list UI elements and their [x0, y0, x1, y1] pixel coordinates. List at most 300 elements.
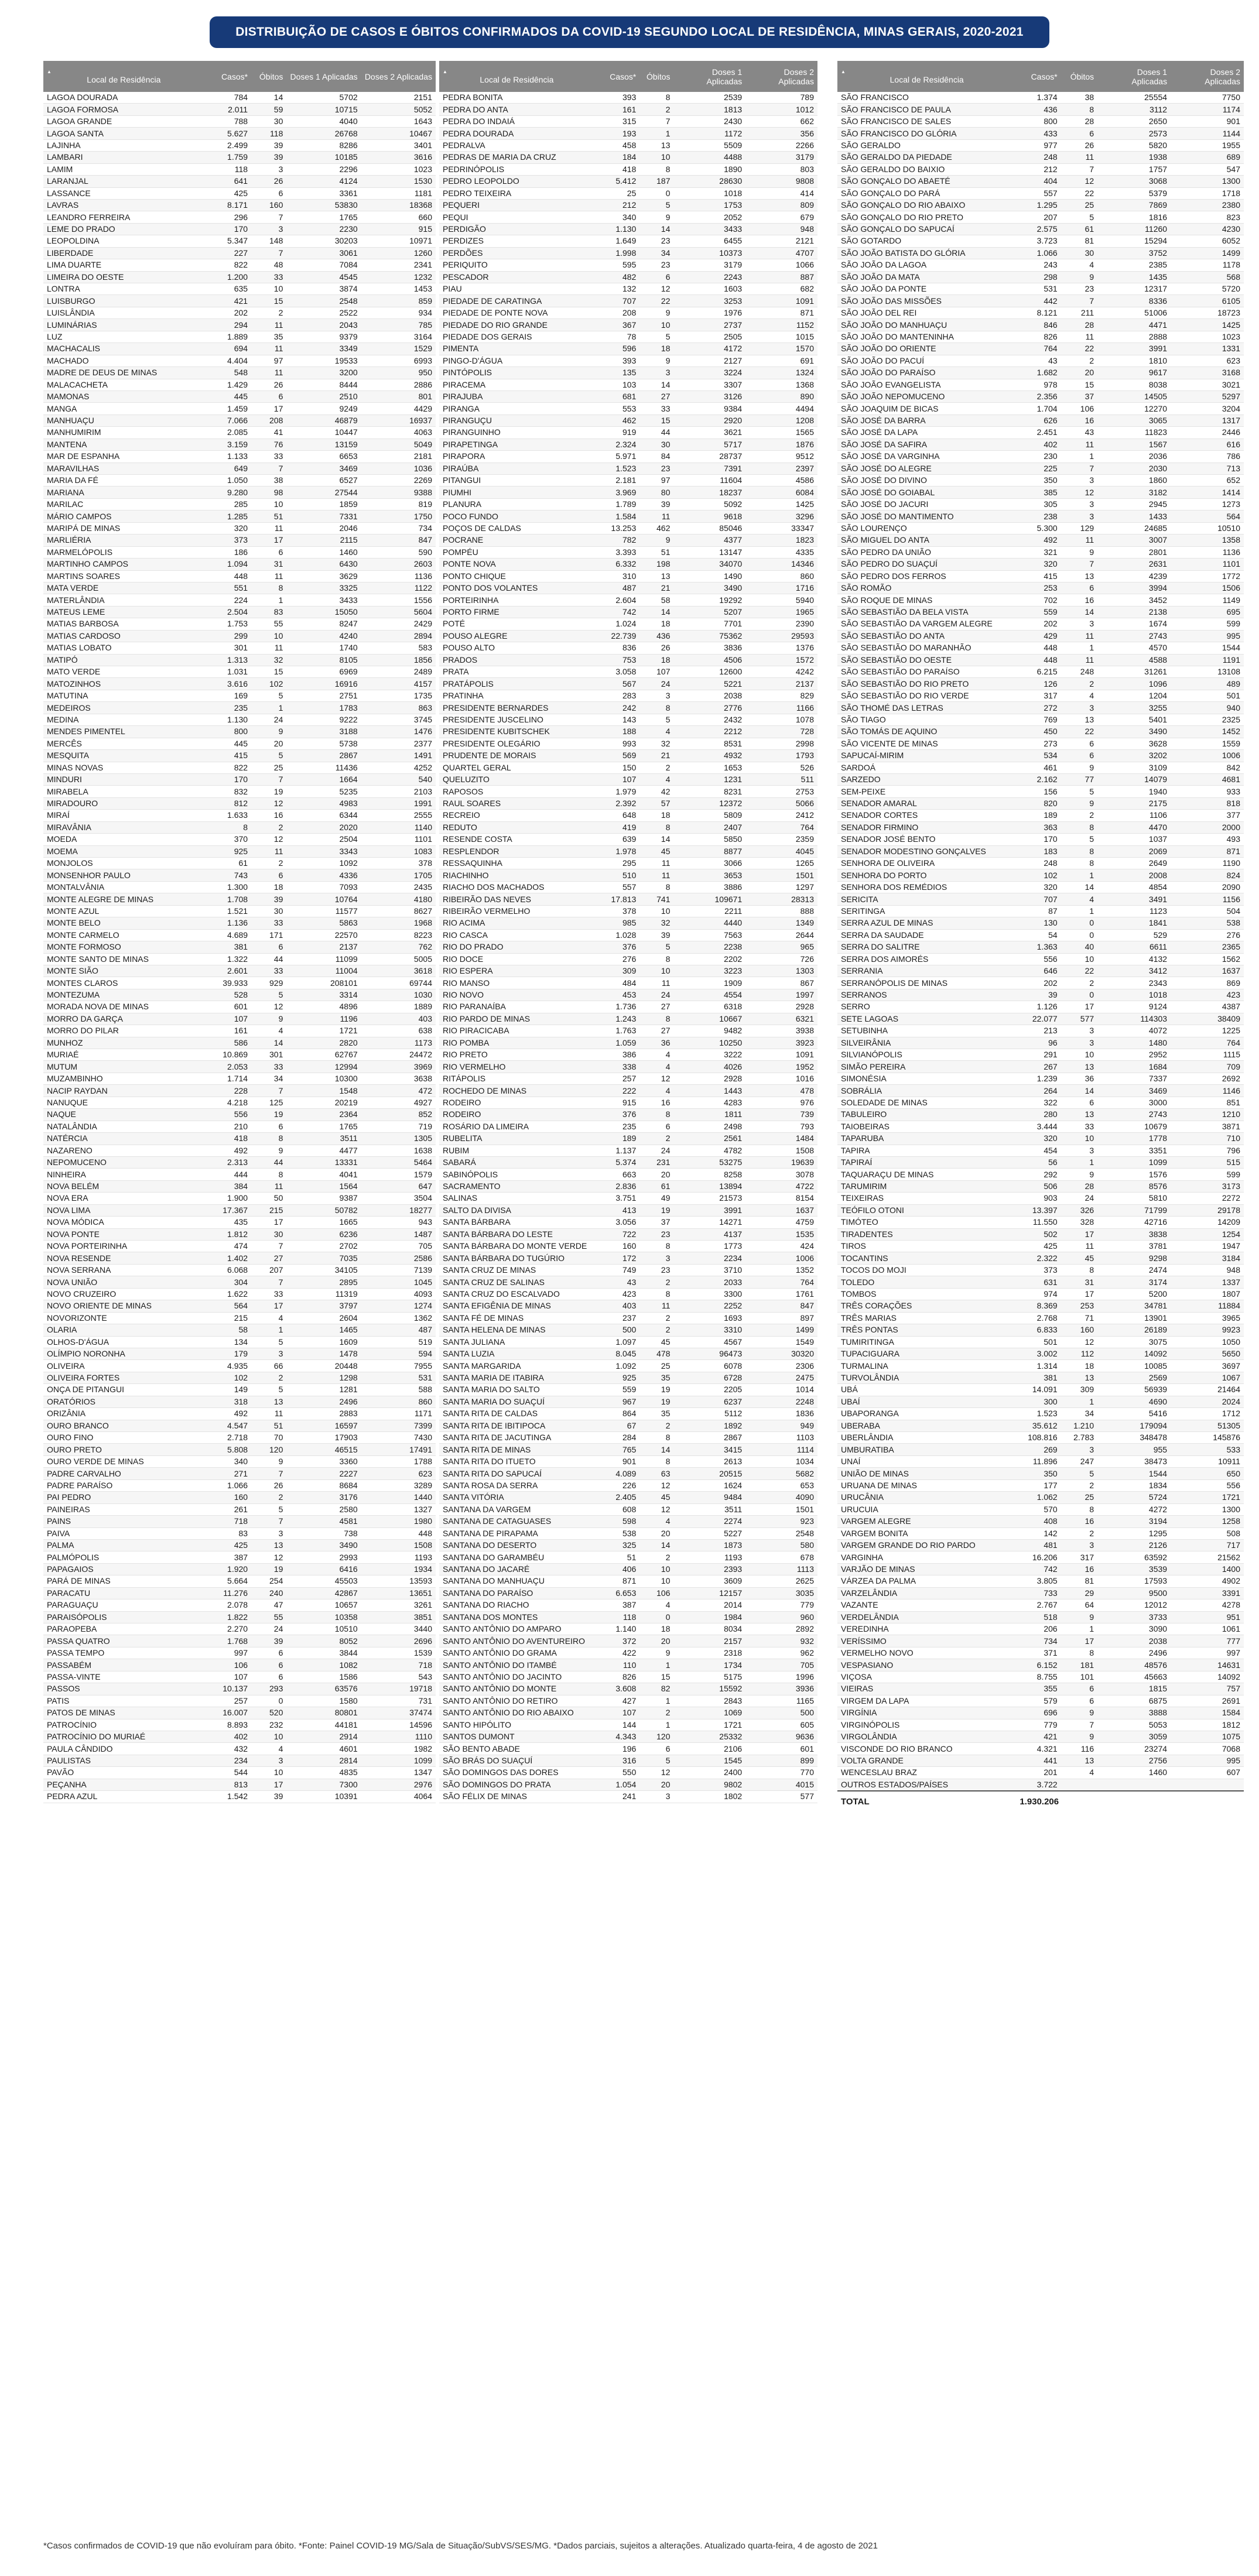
- cell-doses1: 5175: [674, 1671, 746, 1683]
- table-row: [837, 1156, 1244, 1168]
- cell-doses1: 2539: [674, 92, 746, 104]
- cell-casos: 5.627: [204, 128, 251, 139]
- table-row: [439, 570, 817, 582]
- table-row: [43, 271, 436, 283]
- header-label: Local de Residência: [87, 74, 161, 84]
- cell-casos: 299: [204, 630, 251, 642]
- cell-casos: 502: [1016, 1228, 1060, 1240]
- table-row: [837, 821, 1244, 833]
- cell-casos: 3.444: [1016, 1121, 1060, 1132]
- cell-casos: 2.322: [1016, 1252, 1060, 1264]
- cell-doses2: 1735: [361, 690, 436, 701]
- cell-casos: 421: [1016, 1731, 1060, 1742]
- table-row: [439, 1360, 817, 1372]
- header-local[interactable]: [43, 61, 204, 92]
- cell-obitos: 4: [639, 1599, 673, 1611]
- cell-casos: 316: [594, 1755, 640, 1766]
- cell-doses2: 1136: [361, 570, 436, 582]
- cell-casos: 272: [1016, 702, 1060, 714]
- cell-obitos: 37: [1061, 390, 1097, 402]
- municipality-name: RIO NOVO: [439, 989, 594, 1001]
- municipality-name: PARACATU: [43, 1587, 204, 1599]
- sort-up-icon[interactable]: ▲: [47, 68, 52, 74]
- table-row: [837, 295, 1244, 307]
- header-obitos[interactable]: [251, 61, 286, 92]
- cell-doses1: 3415: [674, 1444, 746, 1455]
- cell-obitos: 32: [251, 654, 286, 666]
- table-row: [43, 1156, 436, 1168]
- municipality-name: SANTA RITA DE CALDAS: [439, 1408, 594, 1420]
- municipality-name: OLARIA: [43, 1324, 204, 1336]
- cell-casos: 378: [594, 905, 640, 917]
- cell-obitos: 4: [1061, 893, 1097, 905]
- cell-doses1: 1018: [674, 187, 746, 199]
- cell-obitos: 3: [1061, 1444, 1097, 1455]
- cell-doses2: 915: [361, 223, 436, 235]
- cell-doses1: 2020: [286, 821, 361, 833]
- cell-doses1: 1460: [286, 546, 361, 558]
- municipality-name: OLIVEIRA FORTES: [43, 1372, 204, 1383]
- cell-obitos: 2: [639, 1707, 673, 1719]
- table-row: [837, 797, 1244, 809]
- table-row: [43, 522, 436, 534]
- cell-doses1: 14271: [674, 1217, 746, 1228]
- municipality-name: SANTA MARIA DE ITABIRA: [439, 1372, 594, 1383]
- municipality-name: SENHORA DE OLIVEIRA: [837, 858, 1016, 869]
- cell-obitos: 20: [251, 738, 286, 749]
- table-row: [837, 1516, 1244, 1527]
- cell-doses1: 3007: [1097, 535, 1171, 546]
- cell-obitos: 59: [251, 104, 286, 115]
- cell-doses1: 1665: [286, 1217, 361, 1228]
- cell-doses2: 356: [745, 128, 817, 139]
- cell-casos: 974: [1016, 1288, 1060, 1300]
- municipality-name: POUSO ALTO: [439, 642, 594, 654]
- cell-obitos: 120: [251, 1444, 286, 1455]
- municipality-name: VARGEM GRANDE DO RIO PARDO: [837, 1539, 1016, 1551]
- table-row: [43, 1611, 436, 1623]
- municipality-name: PALMÓPOLIS: [43, 1551, 204, 1563]
- cell-doses2: 1549: [745, 1336, 817, 1348]
- cell-casos: 1.822: [204, 1611, 251, 1623]
- cell-obitos: 5: [251, 1503, 286, 1515]
- table-row: [43, 247, 436, 259]
- cell-obitos: 9: [251, 1455, 286, 1467]
- table-row: [43, 1468, 436, 1479]
- municipality-name: REDUTO: [439, 821, 594, 833]
- cell-doses1: 1193: [674, 1551, 746, 1563]
- cell-doses2: 965: [745, 941, 817, 953]
- cell-doses1: 1069: [674, 1707, 746, 1719]
- cell-casos: 222: [594, 1085, 640, 1097]
- municipality-name: SOBRÁLIA: [837, 1085, 1016, 1097]
- cell-obitos: 1: [1061, 869, 1097, 881]
- cell-casos: 425: [204, 187, 251, 199]
- municipality-name: PESCADOR: [439, 271, 594, 283]
- cell-doses1: 51006: [1097, 307, 1171, 318]
- table-row: [43, 666, 436, 678]
- cell-casos: 702: [1016, 594, 1060, 606]
- cell-doses1: 3176: [286, 1492, 361, 1503]
- cell-doses1: 529: [1097, 929, 1171, 941]
- cell-doses1: 1778: [1097, 1133, 1171, 1145]
- cell-doses2: 719: [361, 1121, 436, 1132]
- municipality-name: SANTA RITA DE JACUTINGA: [439, 1432, 594, 1444]
- cell-casos: 556: [204, 1109, 251, 1121]
- cell-doses1: 16916: [286, 678, 361, 690]
- cell-casos: 915: [594, 1097, 640, 1108]
- municipality-name: SÃO FRANCISCO DE PAULA: [837, 104, 1016, 115]
- cell-doses1: 1480: [1097, 1037, 1171, 1049]
- cell-casos: 2.767: [1016, 1599, 1060, 1611]
- cell-doses2: 3938: [745, 1025, 817, 1037]
- cell-doses2: 2272: [1171, 1193, 1244, 1204]
- cell-doses1: 3844: [286, 1647, 361, 1659]
- header-local[interactable]: [837, 61, 1016, 92]
- cell-obitos: 11: [639, 1300, 673, 1312]
- cell-obitos: 0: [1061, 929, 1097, 941]
- municipality-name: SANTANA DO JACARÉ: [439, 1563, 594, 1575]
- cell-obitos: 3: [639, 690, 673, 701]
- municipality-name: LAGOA DOURADA: [43, 92, 204, 104]
- cell-casos: 1.998: [594, 247, 640, 259]
- cell-obitos: 2: [1061, 810, 1097, 821]
- table-row: [439, 1204, 817, 1216]
- table-row: [439, 1539, 817, 1551]
- cell-casos: 202: [204, 307, 251, 318]
- cell-doses1: 9618: [674, 511, 746, 522]
- cell-obitos: 97: [251, 355, 286, 366]
- cell-doses2: 10971: [361, 235, 436, 247]
- header-casos[interactable]: [204, 61, 251, 92]
- cell-doses1: 5379: [1097, 187, 1171, 199]
- table-row: [43, 858, 436, 869]
- municipality-name: PASSA QUATRO: [43, 1635, 204, 1647]
- cell-doses1: 1976: [674, 307, 746, 318]
- cell-doses2: 1136: [1171, 546, 1244, 558]
- cell-doses1: 1544: [1097, 1468, 1171, 1479]
- cell-doses2: 779: [745, 1599, 817, 1611]
- table-row: [439, 834, 817, 845]
- municipality-name: PAINEIRAS: [43, 1503, 204, 1515]
- cell-casos: 248: [1016, 858, 1060, 869]
- municipality-name: OUTROS ESTADOS/PAÍSES: [837, 1779, 1016, 1791]
- header-casos[interactable]: [1016, 61, 1060, 92]
- cell-doses1: 2430: [674, 115, 746, 127]
- header-local[interactable]: [439, 61, 594, 92]
- header-obitos[interactable]: [1061, 61, 1097, 92]
- cell-doses1: 1811: [674, 1109, 746, 1121]
- total-empty-cell: [1061, 1791, 1097, 1811]
- municipality-name: TAPARUBA: [837, 1133, 1016, 1145]
- table-row: [43, 1444, 436, 1455]
- cell-doses2: 995: [1171, 1755, 1244, 1766]
- cell-doses2: 607: [1171, 1767, 1244, 1779]
- municipality-name: POCO FUNDO: [439, 511, 594, 522]
- cell-casos: 8.121: [1016, 307, 1060, 318]
- cell-obitos: 8: [639, 1288, 673, 1300]
- cell-obitos: 51: [251, 1420, 286, 1431]
- cell-obitos: 33: [251, 917, 286, 929]
- cell-casos: 1.059: [594, 1037, 640, 1049]
- table-row: [43, 1324, 436, 1336]
- municipality-name: SÃO DOMINGOS DAS DORES: [439, 1767, 594, 1779]
- cell-obitos: 3: [251, 1755, 286, 1766]
- municipality-name: PINTÓPOLIS: [439, 367, 594, 379]
- cell-obitos: 13: [1061, 1109, 1097, 1121]
- table-row: [439, 1731, 817, 1742]
- cell-obitos: 9: [639, 1647, 673, 1659]
- cell-casos: 257: [204, 1695, 251, 1707]
- cell-obitos: 1: [1061, 1156, 1097, 1168]
- cell-doses2: 949: [745, 1420, 817, 1431]
- cell-doses2: 5005: [361, 953, 436, 965]
- table-row: [837, 163, 1244, 175]
- municipality-name: PRESIDENTE BERNARDES: [439, 702, 594, 714]
- cell-casos: 301: [204, 642, 251, 654]
- header-doses2[interactable]: [745, 61, 817, 92]
- cell-doses2: 5604: [361, 606, 436, 618]
- cell-obitos: 13: [251, 1396, 286, 1407]
- table-row: [837, 666, 1244, 678]
- cell-doses2: 1300: [1171, 176, 1244, 187]
- cell-doses2: 1996: [745, 1671, 817, 1683]
- cell-obitos: 9: [1061, 1611, 1097, 1623]
- cell-obitos: 70: [251, 1432, 286, 1444]
- municipality-name: VIRGEM DA LAPA: [837, 1695, 1016, 1707]
- cell-doses1: 5416: [1097, 1408, 1171, 1420]
- table-row: [837, 259, 1244, 271]
- cell-obitos: 17: [1061, 1288, 1097, 1300]
- cell-casos: 87: [1016, 905, 1060, 917]
- table-row: [43, 594, 436, 606]
- cell-casos: 649: [204, 463, 251, 474]
- municipality-name: UBAÍ: [837, 1396, 1016, 1407]
- cell-obitos: 181: [1061, 1659, 1097, 1671]
- sort-up-icon[interactable]: ▲: [841, 68, 846, 74]
- cell-casos: 1.054: [594, 1779, 640, 1790]
- cell-casos: 4.547: [204, 1420, 251, 1431]
- cell-doses2: 1812: [1171, 1719, 1244, 1731]
- municipality-name: RUBELITA: [439, 1133, 594, 1145]
- cell-doses1: 2604: [286, 1312, 361, 1324]
- cell-doses1: 3991: [1097, 343, 1171, 355]
- cell-casos: 170: [1016, 834, 1060, 845]
- cell-doses2: 7955: [361, 1360, 436, 1372]
- cell-doses2: 1476: [361, 726, 436, 738]
- municipality-name: PAPAGAIOS: [43, 1563, 204, 1575]
- cell-obitos: 2: [639, 104, 673, 115]
- municipality-name: PATOS DE MINAS: [43, 1707, 204, 1719]
- cell-doses1: 2234: [674, 1252, 746, 1264]
- table-row: [439, 1432, 817, 1444]
- header-casos[interactable]: [594, 61, 640, 92]
- cell-doses1: 1435: [1097, 271, 1171, 283]
- municipality-name: LAGOA FORMOSA: [43, 104, 204, 115]
- municipality-name: SANTANA DO RIACHO: [439, 1599, 594, 1611]
- cell-doses2: 14596: [361, 1719, 436, 1731]
- cell-doses2: 3440: [361, 1623, 436, 1635]
- cell-obitos: 4: [639, 1049, 673, 1061]
- cell-doses1: 2227: [286, 1468, 361, 1479]
- cell-casos: 501: [1016, 1336, 1060, 1348]
- table-row: [837, 702, 1244, 714]
- cell-doses1: 1860: [1097, 475, 1171, 487]
- cell-obitos: 7: [639, 115, 673, 127]
- municipality-name: SÃO JOAQUIM DE BICAS: [837, 403, 1016, 415]
- cell-casos: 925: [594, 1372, 640, 1383]
- municipality-name: POUSO ALEGRE: [439, 630, 594, 642]
- sort-up-icon[interactable]: ▲: [443, 68, 447, 74]
- header-obitos[interactable]: [639, 61, 673, 92]
- header-label: Óbitos: [1070, 71, 1094, 81]
- cell-doses1: 1106: [1097, 810, 1171, 821]
- cell-obitos: 3: [1061, 498, 1097, 510]
- municipality-name: MOEDA: [43, 834, 204, 845]
- cell-doses1: 3255: [1097, 702, 1171, 714]
- cell-obitos: 2: [1061, 977, 1097, 989]
- cell-casos: 1.028: [594, 929, 640, 941]
- municipality-name: SANTA MARIA DO SUAÇUÍ: [439, 1396, 594, 1407]
- table-row: [837, 1539, 1244, 1551]
- cell-obitos: 81: [1061, 1575, 1097, 1587]
- cell-doses1: 10764: [286, 893, 361, 905]
- cell-doses1: 2296: [286, 163, 361, 175]
- cell-doses1: 6318: [674, 1001, 746, 1013]
- cell-doses1: 2945: [1097, 498, 1171, 510]
- municipality-name: SEM-PEIXE: [837, 786, 1016, 797]
- cell-doses2: 726: [745, 953, 817, 965]
- municipality-name: LUMINÁRIAS: [43, 319, 204, 331]
- cell-doses1: 3310: [674, 1324, 746, 1336]
- cell-casos: 474: [204, 1241, 251, 1252]
- cell-casos: 58: [204, 1324, 251, 1336]
- cell-doses2: 859: [361, 295, 436, 307]
- cell-casos: 227: [204, 247, 251, 259]
- municipality-name: MEDINA: [43, 714, 204, 725]
- municipality-name: PEDRO LEOPOLDO: [439, 176, 594, 187]
- cell-casos: 1.126: [1016, 1001, 1060, 1013]
- cell-obitos: 14: [1061, 881, 1097, 893]
- cell-doses2: 1274: [361, 1300, 436, 1312]
- cell-obitos: 28: [1061, 1180, 1097, 1192]
- municipality-name: PIEDADE DO RIO GRANDE: [439, 319, 594, 331]
- header-doses1[interactable]: [1097, 61, 1171, 92]
- cell-casos: 188: [594, 726, 640, 738]
- table-row: [439, 1180, 817, 1192]
- cell-casos: 340: [204, 1455, 251, 1467]
- cell-doses1: 2895: [286, 1276, 361, 1288]
- cell-obitos: 33: [251, 451, 286, 463]
- header-label: Doses 2 Aplicadas: [1205, 67, 1240, 86]
- cell-doses1: 5053: [1097, 1719, 1171, 1731]
- cell-obitos: 4: [1061, 259, 1097, 271]
- municipality-name: MARMELÓPOLIS: [43, 546, 204, 558]
- cell-doses1: 5092: [674, 498, 746, 510]
- cell-doses1: 22570: [286, 929, 361, 941]
- cell-obitos: 20: [639, 1169, 673, 1180]
- cell-casos: 2.181: [594, 475, 640, 487]
- cell-doses2: 3179: [745, 152, 817, 163]
- cell-doses2: 29178: [1171, 1204, 1244, 1216]
- header-doses2[interactable]: [1171, 61, 1244, 92]
- table-row: [43, 1791, 436, 1803]
- cell-doses1: 3223: [674, 965, 746, 977]
- cell-doses2: 2644: [745, 929, 817, 941]
- municipality-name: PERIQUITO: [439, 259, 594, 271]
- cell-doses1: 10447: [286, 427, 361, 439]
- cell-obitos: 28: [1061, 319, 1097, 331]
- cell-doses1: 2364: [286, 1109, 361, 1121]
- cell-doses1: 44181: [286, 1719, 361, 1731]
- table-row: [837, 1204, 1244, 1216]
- header-doses1[interactable]: [674, 61, 746, 92]
- cell-doses2: 9636: [745, 1731, 817, 1742]
- cell-obitos: 33: [251, 271, 286, 283]
- cell-doses1: 1721: [674, 1719, 746, 1731]
- cell-doses2: 1358: [1171, 535, 1244, 546]
- cell-doses1: 9222: [286, 714, 361, 725]
- cell-doses1: 2914: [286, 1731, 361, 1742]
- cell-doses2: 770: [745, 1767, 817, 1779]
- cell-obitos: 50: [251, 1193, 286, 1204]
- cell-doses1: 3112: [1097, 104, 1171, 115]
- municipality-name: MONTE AZUL: [43, 905, 204, 917]
- cell-doses2: 4278: [1171, 1599, 1244, 1611]
- cell-doses2: 1152: [745, 319, 817, 331]
- cell-doses2: 1091: [745, 295, 817, 307]
- data-table: [439, 61, 817, 1803]
- municipality-name: LEME DO PRADO: [43, 223, 204, 235]
- municipality-name: RIO ESPERA: [439, 965, 594, 977]
- municipality-name: VIRGOLÂNDIA: [837, 1731, 1016, 1742]
- cell-doses2: 899: [745, 1755, 817, 1766]
- cell-obitos: 12: [1061, 176, 1097, 187]
- cell-casos: 3.616: [204, 678, 251, 690]
- cell-obitos: 21: [639, 750, 673, 762]
- municipality-name: VESPASIANO: [837, 1659, 1016, 1671]
- cell-doses2: 1317: [1171, 415, 1244, 426]
- cell-casos: 102: [1016, 869, 1060, 881]
- municipality-name: SÃO BRÁS DO SUAÇUÍ: [439, 1755, 594, 1766]
- table-row: [439, 1025, 817, 1037]
- cell-casos: 903: [1016, 1193, 1060, 1204]
- municipality-name: UBERABA: [837, 1420, 1016, 1431]
- cell-doses2: 3401: [361, 139, 436, 151]
- cell-casos: 5.300: [1016, 522, 1060, 534]
- table-row: [439, 522, 817, 534]
- cell-obitos: 520: [251, 1707, 286, 1719]
- table-row: [837, 1492, 1244, 1503]
- table-row: [439, 319, 817, 331]
- cell-doses2: 1968: [361, 917, 436, 929]
- cell-obitos: 43: [1061, 427, 1097, 439]
- cell-obitos: 5: [251, 750, 286, 762]
- cell-casos: 481: [1016, 1539, 1060, 1551]
- municipality-name: PIEDADE DE CARATINGA: [439, 295, 594, 307]
- table-row: [837, 331, 1244, 342]
- table-row: [43, 1599, 436, 1611]
- cell-casos: 769: [1016, 714, 1060, 725]
- table-row: [439, 187, 817, 199]
- header-doses1[interactable]: [286, 61, 361, 92]
- municipality-name: LUZ: [43, 331, 204, 342]
- cell-doses2: 3391: [1171, 1587, 1244, 1599]
- header-doses2[interactable]: [361, 61, 436, 92]
- cell-doses1: 4132: [1097, 953, 1171, 965]
- municipality-name: RESPLENDOR: [439, 845, 594, 857]
- cell-doses2: 1149: [1171, 594, 1244, 606]
